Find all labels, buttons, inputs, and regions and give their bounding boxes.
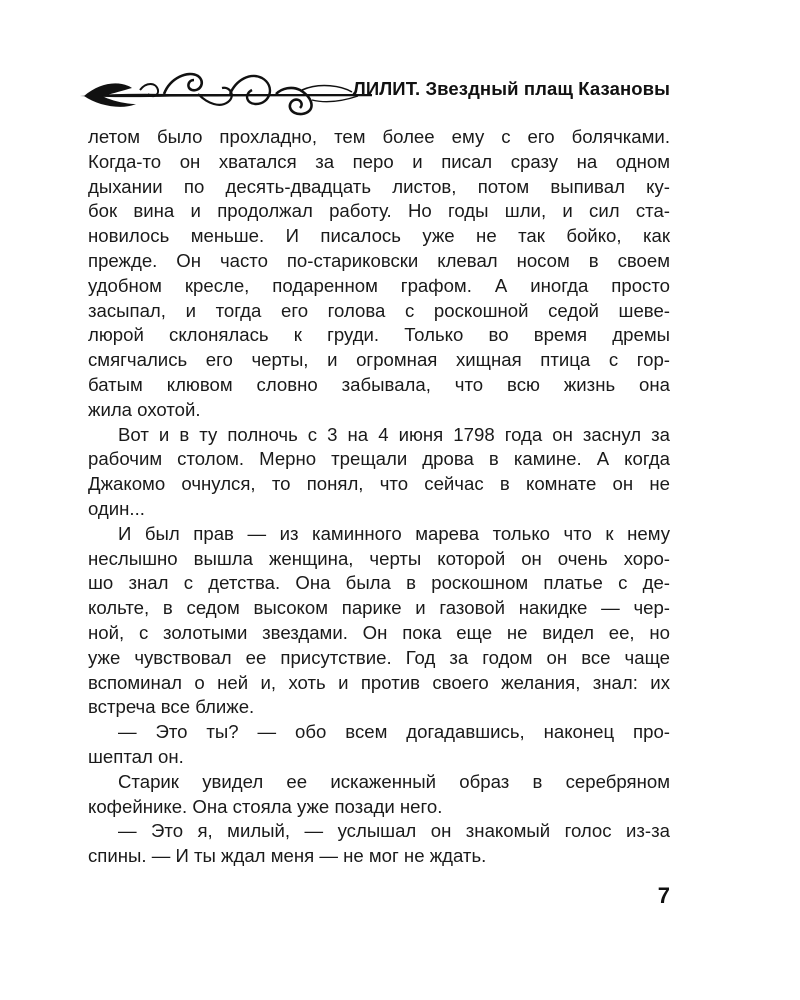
text-line: — Это ты? — обо всем догадавшись, наконец про- [118, 721, 670, 743]
text-line: — Это я, милый, — услышал он знакомый голос из-за [118, 820, 670, 842]
text-line: спины. — И ты ждал меня — не мог не ждать. [88, 845, 487, 867]
text-line: смягчались его черты, и огромная хищная птица с гор- [88, 349, 670, 371]
flourish-ornament-icon [80, 60, 372, 116]
text-line: шептал он. [88, 745, 184, 767]
text-line: бок вина и продолжал работу. Но годы шли, и сил ста- [88, 200, 670, 222]
text-line: Вот и в ту полночь с 3 на 4 июня 1798 года он заснул за [118, 423, 670, 445]
text-line: шо знал с детства. Она была в роскошном платье с де- [88, 572, 670, 594]
text-line: неслышно вышла женщина, черты которой он очень хоро- [88, 547, 670, 569]
text-line: кофейнике. Она стояла уже позади него. [88, 795, 443, 817]
page-number: 7 [657, 883, 670, 908]
text-line: один... [88, 497, 145, 519]
page-header [80, 58, 672, 118]
text-line: ной, с золотыми звездами. Он пока еще не видел ее, но [88, 621, 670, 643]
text-line: люрой склонялась к груди. Только во время дремы [88, 324, 670, 346]
text-line: дыхании по десять-двадцать листов, потом выпивал ку- [88, 175, 670, 197]
text-line: новилось меньше. И писалось уже не так бойко, как [88, 225, 670, 247]
text-line: вспоминал о ней и, хоть и против своего желания, знал: их [88, 671, 670, 693]
text-line: уже чувствовал ее присутствие. Год за годом он все чаще [88, 646, 670, 668]
text-line: засыпал, и тогда его голова с роскошной седой шеве- [88, 299, 670, 321]
text-line: Когда-то он хватался за перо и писал сразу на одном [88, 150, 670, 172]
text-line: кольте, в седом высоком парике и газовой накидке — чер- [88, 597, 670, 619]
running-title: ЛИЛИТ. Звездный плащ Казановы [352, 78, 670, 99]
text-line: жила охотой. [88, 398, 201, 420]
text-line: встреча все ближе. [88, 696, 255, 718]
text-line: летом было прохладно, тем более ему с его болячками. [88, 126, 670, 147]
text-line: Джакомо очнулся, то понял, что сейчас в комнате он не [88, 473, 670, 495]
text-line: рабочим столом. Мерно трещали дрова в камине. А когда [88, 448, 670, 470]
text-line: прежде. Он часто по-стариковски клевал носом в своем [88, 249, 670, 271]
text-line: Старик увидел ее искаженный образ в серебряном [118, 770, 670, 792]
text-line: И был прав — из каминного марева только что к нему [118, 522, 670, 544]
text-line: батым клювом словно забывала, что всю жизнь она [88, 373, 670, 395]
text-line: удобном кресле, подаренном графом. А иногда просто [88, 274, 670, 296]
body-text [88, 125, 670, 869]
